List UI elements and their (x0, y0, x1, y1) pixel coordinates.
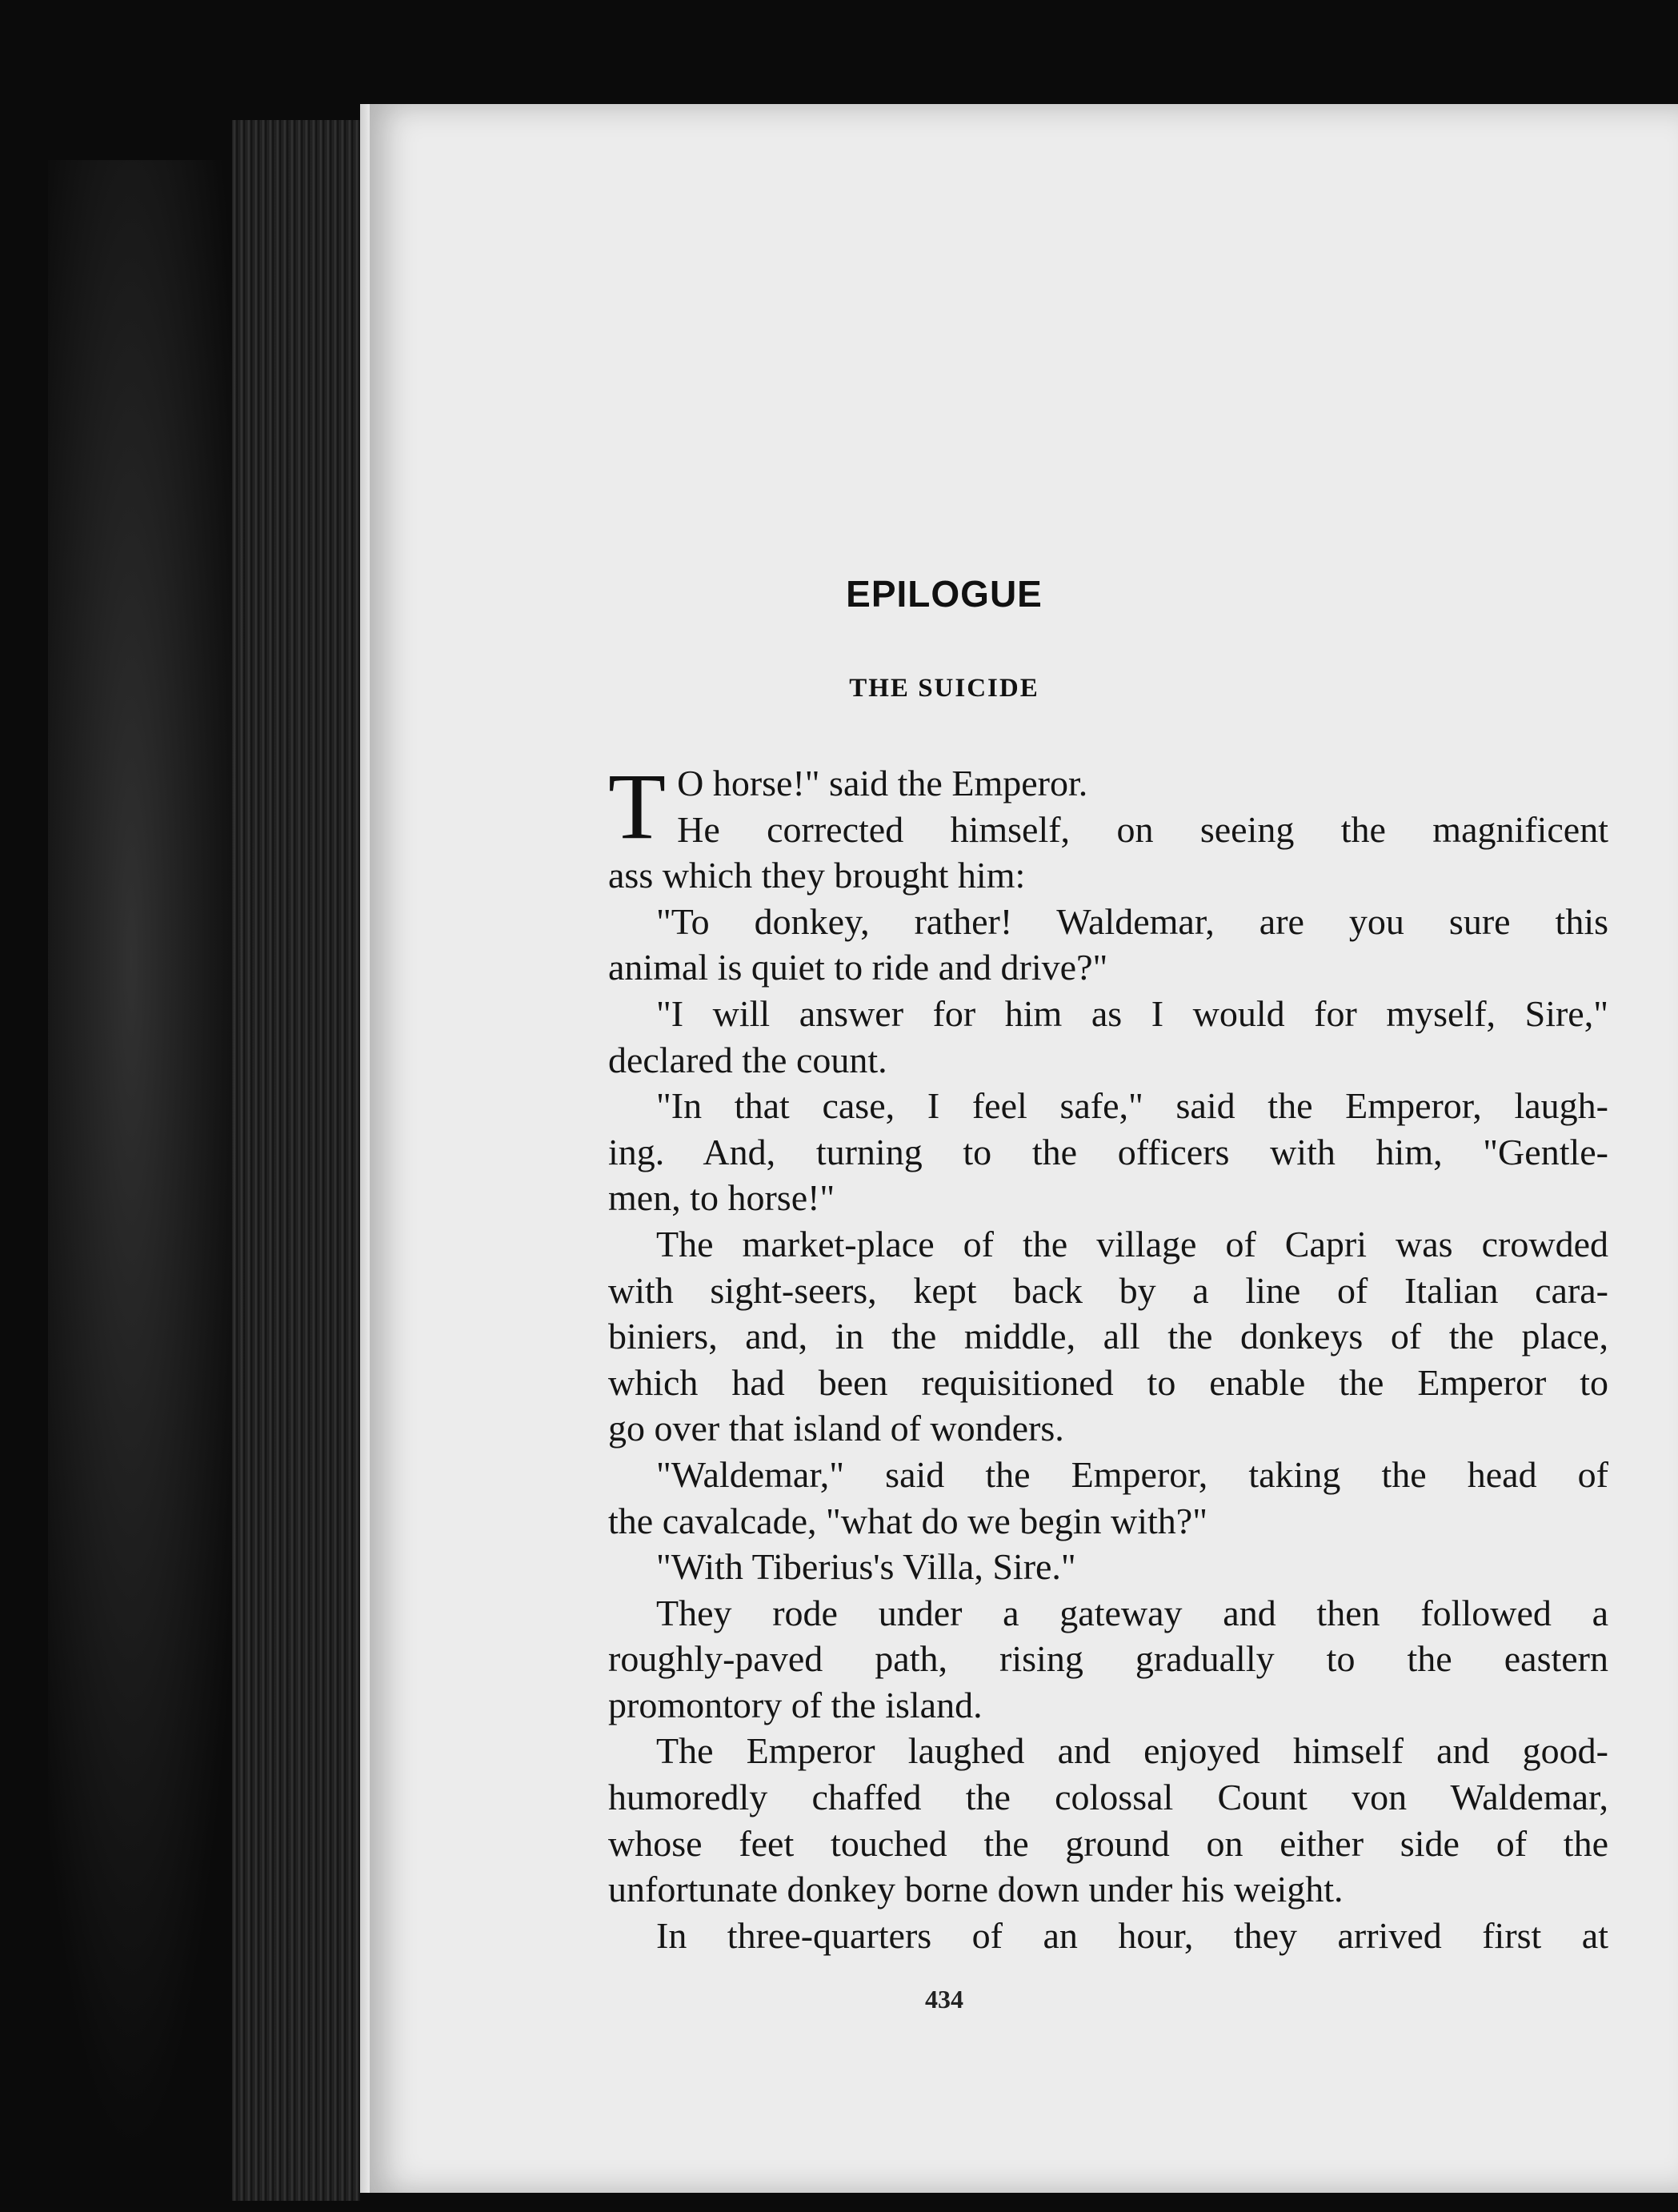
text-line: The Emperor laughed and enjoyed himself and good- (656, 1730, 1608, 1772)
book-page-edges (232, 120, 360, 2201)
text-lines (608, 754, 1608, 1958)
text-line: with sight-seers, kept back by a line of Italian cara- (608, 1269, 1608, 1311)
text-line: The market-place of the village of Capri was crowded (656, 1223, 1608, 1264)
text-line: "With Tiberius's Villa, Sire." (656, 1546, 1076, 1588)
text-line: O horse!" said the Emperor. (677, 763, 1088, 803)
text-line: "To donkey, rather! Waldemar, are you sure this (656, 900, 1608, 942)
text-line: unfortunate donkey borne down under his weight. (608, 1869, 1344, 1910)
scan-glare (48, 160, 256, 2161)
text-line: animal is quiet to ride and drive?" (608, 947, 1108, 988)
page-gutter (360, 104, 370, 2193)
text-line: ing. And, turning to the officers with him, "Gentle- (608, 1131, 1608, 1172)
book-page (360, 104, 1678, 2193)
text-line: humoredly chaffed the colossal Count von Waldemar, (608, 1777, 1608, 1818)
text-line: "In that case, I feel safe," said the Emperor, laugh- (656, 1085, 1608, 1127)
text-line: roughly-paved path, rising gradually to the eastern (608, 1638, 1608, 1680)
chapter-subheading: THE SUICIDE (849, 674, 1039, 703)
text-line: which had been requisitioned to enable the Emperor to (608, 1361, 1608, 1403)
text-line: "I will answer for him as I would for myself, Sire," (656, 992, 1608, 1034)
drop-cap: T (608, 754, 667, 859)
text-line: go over that island of wonders. (608, 1408, 1064, 1449)
text-line: biniers, and, in the middle, all the donkeys of the place, (608, 1316, 1608, 1357)
text-line: the cavalcade, "what do we begin with?" (608, 1500, 1207, 1541)
text-line: "Waldemar," said the Emperor, taking the head of (656, 1453, 1608, 1495)
text-line: promontory of the island. (608, 1684, 983, 1725)
text-line: ass which they brought him: (608, 855, 1026, 896)
text-line: whose feet touched the ground on either side of the (608, 1822, 1608, 1864)
text-line: declared the count. (608, 1039, 887, 1080)
body-text (608, 754, 1608, 1958)
text-line: men, to horse!" (608, 1177, 835, 1219)
chapter-heading: EPILOGUE (846, 573, 1043, 615)
text-line: In three-quarters of an hour, they arrived first at (656, 1914, 1608, 1956)
text-line: They rode under a gateway and then followed a (656, 1592, 1608, 1633)
page-number: 434 (925, 1985, 963, 2014)
text-line: He corrected himself, on seeing the magnificent (677, 808, 1608, 850)
